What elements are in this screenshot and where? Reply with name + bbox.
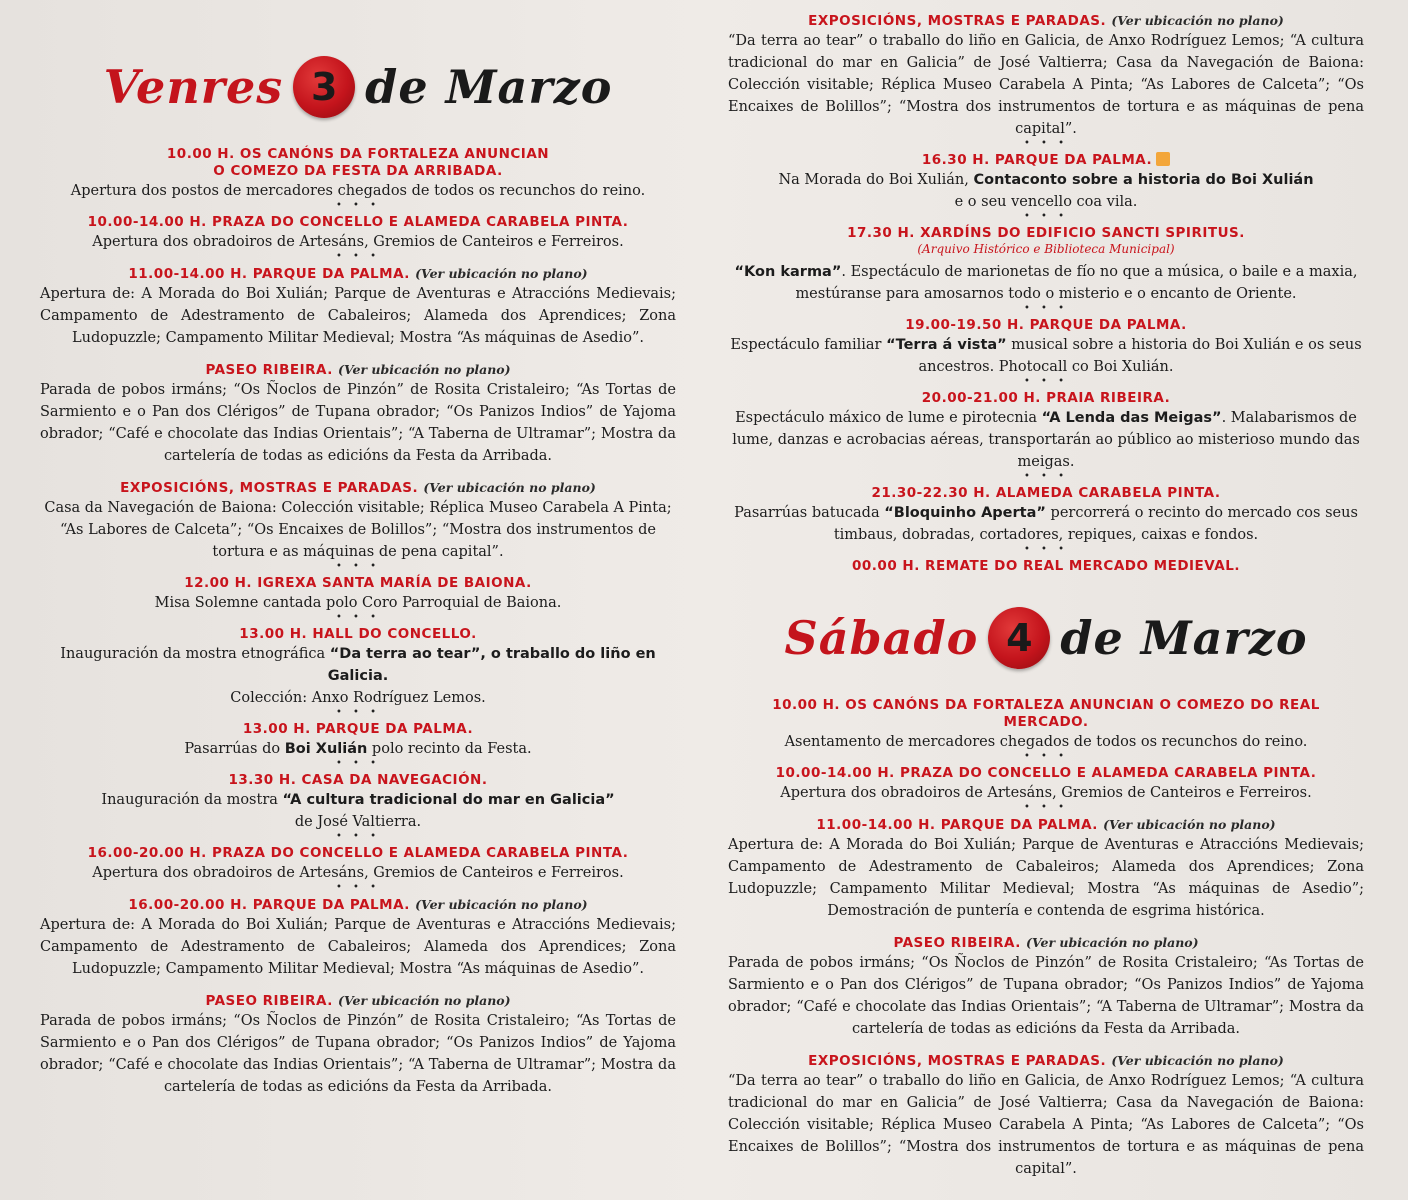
body-text: de José Valtierra. — [294, 814, 422, 830]
friday-header — [40, 42, 676, 132]
friday-column — [40, 0, 676, 1100]
dot-separator: • • • — [1023, 471, 1069, 482]
event-title-text: PASEO RIBEIRA. — [205, 993, 333, 1009]
dot-separator: • • • — [335, 561, 381, 572]
event-note: (Ver ubicación no plano) — [1026, 935, 1199, 950]
event — [728, 152, 1364, 223]
event-body: “Da terra ao tear” o traballo do liño en Galicia, de Anxo Rodríguez Lemos; “A cultura tradicional do mar en Galicia” de José Valtierra; Casa da Navegación de Baiona: Colección visitable; Réplica Museo Carabela A Pinta; “As Labores de Calceta”; “Os Encaixes de Bolillos”; “Mostra dos instrumentos de tortura e as máquinas de pena capital”. — [728, 33, 1364, 137]
event — [728, 765, 1364, 814]
event-title: 10.00-14.00 H. PRAZA DO CONCELLO E ALAMEDA CARABELA PINTA. — [775, 765, 1317, 781]
dot-separator: • • • — [1023, 303, 1069, 314]
event-title-text: PASEO RIBEIRA. — [205, 362, 333, 378]
body-text: Pasarrúas do — [184, 741, 285, 757]
event-body: “Da terra ao tear” o traballo do liño en Galicia, de Anxo Rodríguez Lemos; “A cultura tradicional do mar en Galicia” de José Valtierra; Casa da Navegación de Baiona: Colección visitable; Réplica Museo Carabela A Pinta; “As Labores de Calceta”; “Os Encaixes de Bolillos”; “Mostra dos instrumentos de tortura e as máquinas de pena capital”. — [728, 1073, 1364, 1177]
friday-continued-column — [728, 12, 1364, 1182]
wax-seal-icon — [988, 607, 1050, 669]
event — [728, 390, 1364, 483]
event-note: (Ver ubicación no plano) — [338, 993, 511, 1008]
event-title — [728, 816, 1364, 834]
event-title — [728, 1052, 1364, 1070]
event-title-text: EXPOSICIÓNS, MOSTRAS E PARADAS. — [808, 1053, 1107, 1069]
event — [40, 721, 676, 770]
event-title: 13.30 H. CASA DA NAVEGACIÓN. — [228, 772, 488, 788]
event-title: 00.00 H. REMATE DO REAL MERCADO MEDIEVAL. — [852, 558, 1240, 574]
event-title: 17.30 H. XARDÍNS DO EDIFICIO SANCTI SPIRITUS. — [847, 225, 1245, 241]
body-text: polo recinto da Festa. — [367, 741, 532, 757]
dot-separator: • • • — [1023, 802, 1069, 813]
event-body: Parada de pobos irmáns; “Os Ñoclos de Pinzón” de Rosita Cristaleiro; “As Tortas de Sarmiento e o Pan dos Clérigos” de Tupana obrador; “Os Panizos Indios” de Yajoma obrador; “Café e chocolate das Indias Orientais”; “A Taberna de Ultramar”; Mostra da cartelería de todas as edicións da Festa da Arribada. — [40, 1013, 676, 1095]
event — [728, 12, 1364, 150]
event-title: 12.00 H. IGREXA SANTA MARÍA DE BAIONA. — [184, 575, 532, 591]
body-bold: “A Lenda das Meigas” — [1041, 410, 1222, 426]
body-text: Na Morada do Boi Xulián, — [778, 172, 974, 188]
event — [40, 361, 676, 477]
body-bold: “A cultura tradicional do mar en Galicia” — [282, 792, 615, 808]
event-body — [40, 643, 676, 709]
event-body: Apertura dos postos de mercadores chegados de todos os recunchos do reino. — [70, 183, 646, 199]
body-text: musical sobre a historia do Boi Xulián e os seus ancestros. Photocall co Boi Xulián. — [918, 337, 1362, 375]
event — [728, 317, 1364, 388]
day-word: Venres — [103, 60, 284, 114]
body-text: . Espectáculo de marionetas de fío no que a música, o baile e a maxia, mestúranse para amosarnos todo o misterio e o encanto de Oriente. — [795, 264, 1358, 302]
event-title: 16.00-20.00 H. PRAZA DO CONCELLO E ALAMEDA CARABELA PINTA. — [87, 845, 629, 861]
event-title-text: PASEO RIBEIRA. — [893, 935, 1021, 951]
event-title-text: 11.00-14.00 H. PARQUE DA PALMA. — [128, 266, 410, 282]
event-body: Apertura dos obradoiros de Artesáns, Gremios de Canteiros e Ferreiros. — [780, 785, 1312, 801]
event-title — [40, 479, 676, 497]
dot-separator: • • • — [335, 612, 381, 623]
event-note: (Ver ubicación no plano) — [415, 897, 588, 912]
event-note: (Ver ubicación no plano) — [1111, 13, 1284, 28]
day-number: 3 — [310, 65, 338, 109]
event — [40, 214, 676, 263]
day-word: Sábado — [784, 611, 979, 665]
day-number: 4 — [1006, 616, 1033, 660]
dot-separator: • • • — [335, 882, 381, 893]
event-body — [728, 502, 1364, 546]
event-note: (Ver ubicación no plano) — [415, 266, 588, 281]
dot-separator: • • • — [335, 707, 381, 718]
body-text: Inauguración da mostra etnográfica — [60, 646, 330, 662]
event-title — [728, 12, 1364, 30]
event-body: Asentamento de mercadores chegados de todos os recunchos do reino. — [784, 734, 1308, 750]
event-body — [728, 407, 1364, 473]
event-body — [728, 334, 1364, 378]
event — [40, 845, 676, 894]
event-body: Parada de pobos irmáns; “Os Ñoclos de Pinzón” de Rosita Cristaleiro; “As Tortas de Sarmiento e o Pan dos Clérigos” de Tupana obrador; “Os Panizos Indios” de Yajoma obrador; “Café e chocolate das Indias Orientais”; “A Taberna de Ultramar”; Mostra da cartelería de todas as edicións da Festa da Arribada. — [40, 382, 676, 464]
body-text: percorrerá o recinto do mercado cos seus timbaus, dobradas, cortadores, repiques, caixas e fondos. — [833, 505, 1358, 543]
dot-separator: • • • — [335, 831, 381, 842]
event-title-text: 16.30 H. PARQUE DA PALMA. — [921, 152, 1153, 168]
event — [40, 772, 676, 843]
event-body: Parada de pobos irmáns; “Os Ñoclos de Pinzón” de Rosita Cristaleiro; “As Tortas de Sarmiento e o Pan dos Clérigos” de Tupana obrador; “Os Panizos Indios” de Yajoma obrador; “Café e chocolate das Indias Orientais”; “A Taberna de Ultramar”; Mostra da cartelería de todas as edicións da Festa da Arribada. — [728, 955, 1364, 1037]
body-text: Espectáculo familiar — [730, 337, 887, 353]
event-subtitle: (Arquivo Histórico e Biblioteca Municipal) — [917, 242, 1175, 256]
event-note: (Ver ubicación no plano) — [1103, 817, 1276, 832]
event — [40, 146, 676, 212]
event-title-text: 16.00-20.00 H. PARQUE DA PALMA. — [128, 897, 410, 913]
event-body: Apertura dos obradoiros de Artesáns, Gremios de Canteiros e Ferreiros. — [92, 865, 624, 881]
event — [728, 558, 1364, 575]
dot-separator: • • • — [1023, 138, 1069, 149]
body-bold: “Bloquinho Aperta” — [884, 505, 1046, 521]
event — [728, 934, 1364, 1050]
body-bold: Contaconto sobre a historia do Boi Xulián — [973, 172, 1314, 188]
event-body: Apertura dos obradoiros de Artesáns, Gremios de Canteiros e Ferreiros. — [92, 234, 624, 250]
dot-separator: • • • — [1023, 211, 1069, 222]
event-title — [40, 361, 676, 379]
month-word: de Marzo — [365, 60, 613, 114]
dot-separator: • • • — [335, 758, 381, 769]
event-title: 21.30-22.30 H. ALAMEDA CARABELA PINTA. — [871, 485, 1221, 501]
wax-seal-icon — [293, 56, 355, 118]
saturday-header — [728, 593, 1364, 683]
event-title: 19.00-19.50 H. PARQUE DA PALMA. — [905, 317, 1187, 333]
event-body: Misa Solemne cantada polo Coro Parroquial de Baiona. — [154, 595, 562, 611]
event — [40, 896, 676, 990]
event-title: 10.00 H. OS CANÓNS DA FORTALEZA ANUNCIAN O COMEZO DO REAL MERCADO. — [772, 697, 1320, 730]
event-note: (Ver ubicación no plano) — [338, 362, 511, 377]
event — [728, 816, 1364, 932]
event-body — [40, 789, 676, 833]
dot-separator: • • • — [1023, 376, 1069, 387]
event — [40, 265, 676, 359]
event-title: 13.00 H. HALL DO CONCELLO. — [239, 626, 477, 642]
event-body: Casa da Navegación de Baiona: Colección visitable; Réplica Museo Carabela A Pinta; “As Labores de Calceta”; “Os Encaixes de Bolillos”; “Mostra dos instrumentos de tortura e as máquinas de pena capital”. — [44, 500, 672, 560]
body-text: Espectáculo máxico de lume e pirotecnia — [735, 410, 1042, 426]
event-title — [40, 265, 676, 283]
event-body — [728, 261, 1364, 305]
event-note: (Ver ubicación no plano) — [1111, 1053, 1284, 1068]
body-text: Pasarrúas batucada — [734, 505, 885, 521]
event-title — [728, 934, 1364, 952]
map-pin-icon — [1156, 152, 1170, 166]
body-text: e o seu vencello coa vila. — [954, 194, 1138, 210]
event-title-text: EXPOSICIÓNS, MOSTRAS E PARADAS. — [120, 480, 419, 496]
event-note: (Ver ubicación no plano) — [423, 480, 596, 495]
event-body: Apertura de: A Morada do Boi Xulián; Parque de Aventuras e Atraccións Medievais; Campamento de Adestramento de Cabaleiros; Alameda dos Aprendices; Zona Ludopuzzle; Campamento Militar Medieval; Mostra “As máquinas de Asedio”. — [40, 917, 676, 977]
body-bold: “Kon karma” — [734, 264, 842, 280]
event — [728, 485, 1364, 556]
body-text: . Malabarismos de lume, danzas e acrobacias aéreas, transportarán ao público ao misterioso mundo das meigas. — [732, 410, 1360, 470]
body-text: Inauguración da mostra — [101, 792, 283, 808]
event-body — [728, 169, 1364, 213]
event-title: 13.00 H. PARQUE DA PALMA. — [242, 721, 474, 737]
event-title-text: 11.00-14.00 H. PARQUE DA PALMA. — [816, 817, 1098, 833]
event-title — [728, 152, 1364, 169]
event-body: Apertura de: A Morada do Boi Xulián; Parque de Aventuras e Atraccións Medievais; Campamento de Adestramento de Cabaleiros; Alameda dos Aprendices; Zona Ludopuzzle; Campamento Militar Medieval; Mostra “As máquinas de Asedio”. — [40, 286, 676, 346]
body-bold: “Da terra ao tear”, o traballo do liño en Galicia. — [327, 646, 656, 684]
event — [40, 479, 676, 573]
body-bold: Boi Xulián — [284, 741, 368, 757]
month-word: de Marzo — [1060, 611, 1308, 665]
event-title: 20.00-21.00 H. PRAIA RIBEIRA. — [921, 390, 1171, 406]
event-title — [40, 992, 676, 1010]
event-title: 10.00-14.00 H. PRAZA DO CONCELLO E ALAMEDA CARABELA PINTA. — [87, 214, 629, 230]
body-bold: “Terra á vista” — [886, 337, 1007, 353]
event-title: O COMEZO DA FESTA DA ARRIBADA. — [213, 163, 503, 179]
event — [728, 225, 1364, 315]
event — [40, 992, 676, 1098]
event-title — [40, 896, 676, 914]
event-title-text: EXPOSICIÓNS, MOSTRAS E PARADAS. — [808, 13, 1107, 29]
dot-separator: • • • — [335, 200, 381, 211]
event-body — [40, 738, 676, 760]
dot-separator: • • • — [335, 251, 381, 262]
event-body: Apertura de: A Morada do Boi Xulián; Parque de Aventuras e Atraccións Medievais; Campamento de Adestramento de Cabaleiros; Alameda dos Aprendices; Zona Ludopuzzle; Campamento Militar Medieval; Mostra “As máquinas de Asedio”; Demostración de puntería e contenda de esgrima histórica. — [728, 837, 1364, 919]
event — [40, 626, 676, 719]
dot-separator: • • • — [1023, 751, 1069, 762]
event — [40, 575, 676, 624]
dot-separator: • • • — [1023, 544, 1069, 555]
event — [728, 1052, 1364, 1180]
event-title: 10.00 H. OS CANÓNS DA FORTALEZA ANUNCIAN — [166, 146, 550, 162]
body-text: Colección: Anxo Rodríguez Lemos. — [230, 690, 486, 706]
event — [728, 697, 1364, 763]
